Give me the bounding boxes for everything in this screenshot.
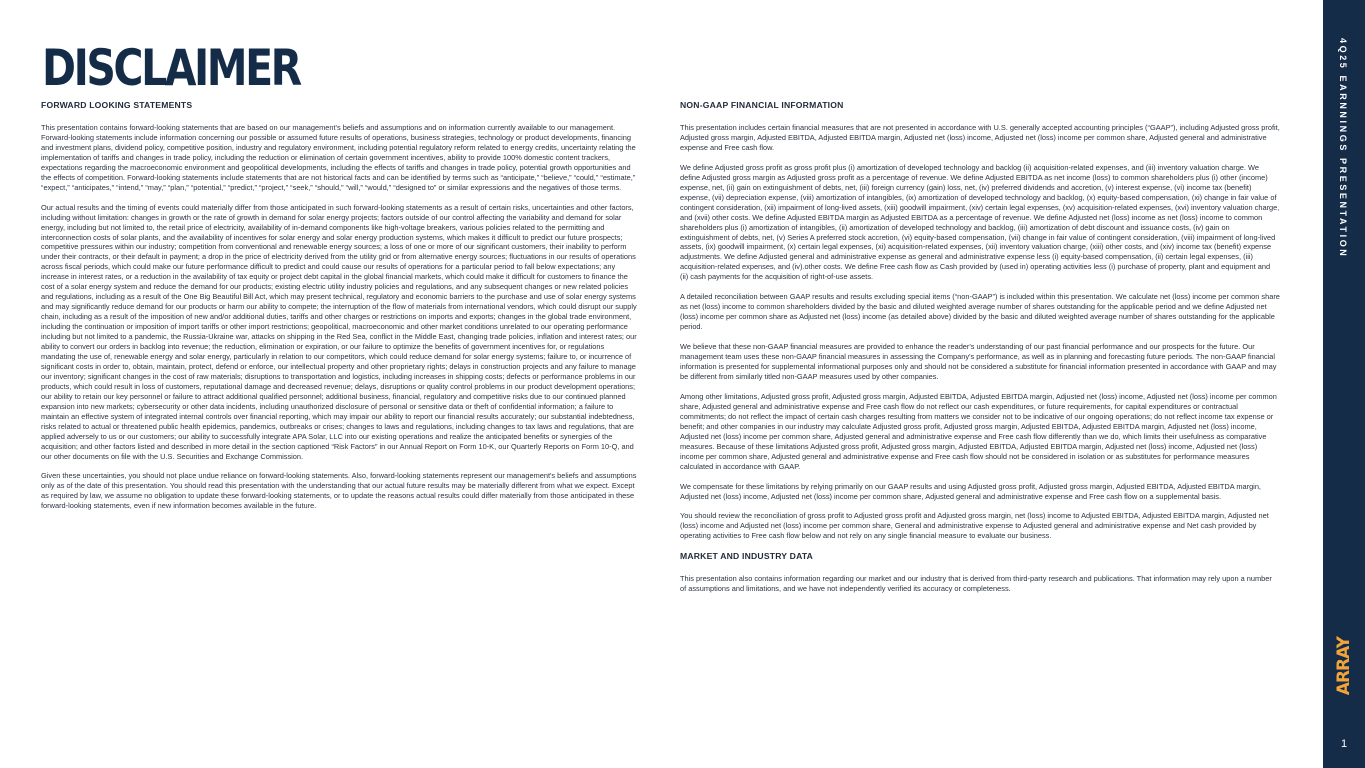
- paragraph: You should review the reconciliation of gross profit to Adjusted gross profit and Adjusted gross margin, net (loss) income to Adjusted EBITDA, Adjusted EBITDA margin, Adjusted net (loss) income and Adjusted net (loss) income per common share, General and administrative expense to Adjusted general and administrative expense and Net cash provided by operating activities to Free cash flow below and not rely on any single financial measure to evaluate our business.: [680, 511, 1269, 541]
- market-data-heading: MARKET AND INDUSTRY DATA: [680, 551, 814, 562]
- paragraph: We compensate for these limitations by relying primarily on our GAAP results and using Adjusted gross profit, Adjusted gross margin, Adjusted EBITDA, Adjusted EBITDA margin, Adjusted net (loss) income, Adjusted net (loss) income per common share, Adjusted general and administrative expense and Free cash flow on a supplemental basis.: [680, 481, 1261, 501]
- paragraph: A detailed reconciliation between GAAP results and results excluding special items (“non-GAAP”) is included within this presentation. We calculate net (loss) income per common share as net (loss) income to common shareholders divided by the basic and diluted weighted average number of shares outstanding for the applicable period and we define Adjusted net (loss) income per common share as Adjusted net (loss) income (as detailed above) divided by the basic and diluted weighted average number of shares outstanding for the applicable period.: [680, 292, 1280, 332]
- paragraph: Among other limitations, Adjusted gross profit, Adjusted gross margin, Adjusted EBITDA, Adjusted EBITDA margin, Adjusted net (loss) income, Adjusted net (loss) income per common share, Adjusted general and administrative expense and Free cash flow do not reflect our cash expenditures, or future requirements, for capital expenditures or contractual commitments; do not reflect the impact of certain cash charges resulting from matters we consider not to be indicative of our ongoing operations; do not reflect income tax expense or benefit; and other companies in our industry may calculate Adjusted gross profit, Adjusted gross margin, Adjusted EBITDA, Adjusted EBITDA margin, Adjusted net (loss) income, Adjusted net (loss) income per common share, Adjusted general and administrative expense and Free cash flow differently than we do, which limits their usefulness as comparative measures. Because of these limitations Adjusted gross profit, Adjusted gross margin, Adjusted EBITDA, Adjusted EBITDA margin, Adjusted net (loss) income, Adjusted net (loss) income per common share, Adjusted general and administrative expense and Free cash flow should not be considered in isolation or as substitutes for performance measures calculated in accordance with GAAP.: [680, 391, 1277, 471]
- paragraph: We believe that these non-GAAP financial measures are provided to enhance the reader's understanding of our past financial performance and our prospects for the future. Our management team uses these non-GAAP financial measures in assessing the Company's performance, as well as in planning and forecasting future periods. The non-GAAP financial information is presented for supplemental informational purposes only and should not be considered a substitute for financial information presented in accordance with GAAP and may be different from similarly titled non-GAAP measures used by other companies.: [680, 342, 1277, 381]
- paragraph: Our actual results and the timing of events could materially differ from those anticipated in such forward-looking statements as a result of certain risks, uncertainties and other factors, including without limitation: changes in growth or the rate of growth in demand for solar energy projects; factors outside of our control affecting the variability and demand for solar energy, including but not limited to, the retail price of electricity, availability of in-demand components like high-voltage breakers, various policies related to the permitting and interconnection costs of solar plants, and the availability of incentives for solar energy and solar energy production systems, which makes it difficult to predict our future prospects; competitive pressures within our industry; competition from conventional and renewable energy sources; a loss of one or more of our significant customers, their inability to perform under their contracts, or their default in payment; a drop in the price of electricity derived from the utility grid or from alternative energy sources; fluctuations in our results of operations across fiscal periods, which could make our future performance difficult to predict and could cause our results of operations for a particular period to fall below expectations; any increase in interest rates, or a reduction in the availability of tax equity or project debt capital in the global financial markets, which could make it difficult for customers to finance the cost of a solar energy system and reduce the demand for our products; existing electric utility industry policies and regulations, and any subsequent changes or new related policies and regulations, including as a result of the One Big Beautiful Bill Act, which may present technical, regulatory and economic barriers to the purchase and use of solar energy systems and may significantly reduce demand for our products or harm our ability to compete; the interruption of the flow of materials from international vendors, which could disrupt our supply chain, including as a result of the imposition of new and/or additional duties, tariffs and other charges or restrictions on imports and exports; changes in the global trade environment, including the continuation or imposition of import tariffs or other import restrictions; geopolitical, macroeconomic and other market conditions unrelated to our operating performance including but not limited to a pandemic, the Russia-Ukraine war, attacks on shipping in the Red Sea, conflict in the Middle East, changing trade policies, inflation and interest rates; our ability to convert our orders in backlog into revenue; the reduction, elimination or expiration, or our failure to optimize the benefits of government incentives for, or regulations mandating the use of, renewable energy and solar energy, particularly in relation to our competitors, which could reduce demand for solar energy systems; failure to, or incurrence of significant costs in order to, obtain, maintain, protect, defend or enforce, our intellectual property and other proprietary rights; delays in construction projects and any failure to manage our inventory; significant changes in the cost of raw materials; disruptions to transportation and logistics, including increases in shipping costs; defects or performance problems in our products, which could result in loss of customers, reputational damage and decreased revenue; delays, disruptions or quality control problems in our product development operations; our ability to retain our key personnel or failure to attract additional qualified personnel; additional business, financial, regulatory and competitive risks due to our continued planned expansion into new markets; cybersecurity or other data incidents, including unauthorized disclosure of personal or sensitive data or theft of confidential information; a failure to maintain an effective system of integrated internal controls over financial reporting, which may impair our ability to report our financial results accurately; our substantial indebtedness, risks related to actual or threatened public health epidemics, pandemics, outbreaks or crises; changes to laws and regulations, including changes to tax laws and regulations, that are applied adversely to us or our customers; our ability to successfully integrate APA Solar, LLC into our existing operations and realize the anticipated benefits or synergies of the acquisition; and other factors listed and described in more detail in the section captioned “Risk Factors” in our Annual Report on Form 10-K, our Quarterly Reports on Form 10-Q, and our other documents on file with the U.S. Securities and Exchange Commission.: [41, 202, 637, 461]
- section-heading: FORWARD LOOKING STATEMENTS: [41, 100, 193, 110]
- paragraph: This presentation also contains information regarding our market and our industry that is derived from third-party research and publications. That information may rely upon a number of assumptions and limitations, and we have not independently verified its accuracy or completeness.: [680, 574, 1272, 594]
- page-title: DISCLAIMER: [42, 39, 300, 97]
- forward-looking-section: [41, 100, 639, 521]
- paragraph: This presentation contains forward-looking statements that are based on our management's beliefs and assumptions and on information currently available to our management. Forward-looking statements include information concerning our possible or assumed future results of operations, business strategies, technology or product developments, financing and investment plans, dividend policy, competitive position, industry and regulatory environment, including potential regulatory reform related to energy credits, uncertainty relating the implementation of tariffs and changes in trade policy, including the reduction or elimination of certain government incentives, ability to provide 100% domestic content trackers, expectations regarding the macroeconomic environment and geopolitical developments, including the effects of tariffs and changes in trade policy, potential growth opportunities and the effects of competition. Forward-looking statements include statements that are not historical facts and can be identified by terms such as “anticipate,” “believe,” “could,” “estimate,” “expect,” “anticipates,” “intend,” “may,” “plan,” “potential,” “predict,” “project,” “seek,” “should,” “will,” “would,” “designed to” or similar expressions and the negatives of those terms.: [41, 123, 636, 192]
- non-gaap-section: [680, 100, 1280, 604]
- presentation-label: 4Q25 EARNNINGS PRESENTATION: [1338, 38, 1348, 259]
- section-heading: NON-GAAP FINANCIAL INFORMATION: [680, 100, 844, 110]
- array-logo: ARRAY: [1334, 637, 1354, 696]
- page-number: 1: [1340, 738, 1348, 750]
- paragraph: Given these uncertainties, you should not place undue reliance on forward-looking statements. Also, forward-looking statements represent our management's beliefs and assumptions only as of the date of this presentation. You should read this presentation with the understanding that our actual future results may be materially different from what we expect. Except as required by law, we assume no obligation to update these forward-looking statements, or to update the reasons actual results could differ materially from those anticipated in these forward-looking statements, even if new information becomes available in the future.: [41, 471, 637, 511]
- paragraph: We define Adjusted gross profit as gross profit plus (i) amortization of developed technology and backlog (ii) acquisition-related expenses, and (iii) inventory valuation charge. We define Adjusted gross margin as Adjusted gross profit as a percentage of revenue. We define Adjusted EBITDA as net income (loss) to common shareholders plus (i) other (income) expense, net, (ii) gain on extinguishment of debts, net, (iii) foreign currency (gain) loss, net, (iv) preferred dividends and accretion, (v) interest expense, (vi) income tax (benefit) expense, (vii) depreciation expense, (viii) amortization of intangibles, (ix) amortization of developed technology and backlog, (x) equity-based compensation, (xi) change in fair value of contingent consideration, (xii) impairment of long-lived assets, (xiii) goodwill impairment, (xiv) certain legal expenses, (xv) acquisition-related expenses, (xvi) inventory valuation charge, and (xvii) other costs. We define Adjusted EBITDA margin as Adjusted EBITDA as a percentage of revenue. We define Adjusted net (loss) income as net (loss) income to common shareholders plus (i) amortization of intangibles, (ii) amortization of developed technology and backlog, (iii) amortization of debt discount and issuance costs, (iv) gain on extinguishment of debts, net, (v) Series A preferred stock accretion, (vi) equity-based compensation, (vii) change in fair value of contingent consideration, (viii) impairment of long-lived assets, (ix) goodwill impairment, (x) certain legal expenses, (xi) acquisition-related expenses, (xii) inventory valuation charge, (xiii) other costs, and (xiv) income tax (benefit) expense adjustments. We define Adjusted general and administrative expense as general and administrative expense less (i) equity-based compensation, (ii) certain legal expenses, (iii) acquisition-related expenses, and (iv).other costs. We define Free cash flow as Cash provided by (used in) operating activities less (i) purchase of property, plant and equipment and (ii) cash payments for the acquisition of right-of-use assets.: [680, 162, 1280, 282]
- sidebar: [1323, 0, 1365, 768]
- paragraph: This presentation includes certain financial measures that are not presented in accordance with U.S. generally accepted accounting principles (“GAAP”), including Adjusted gross profit, Adjusted gross margin, Adjusted EBITDA, Adjusted EBITDA margin, Adjusted net (loss) income, Adjusted net (loss) income per common share, Adjusted general and administrative expense and Free cash flow.: [680, 123, 1280, 152]
